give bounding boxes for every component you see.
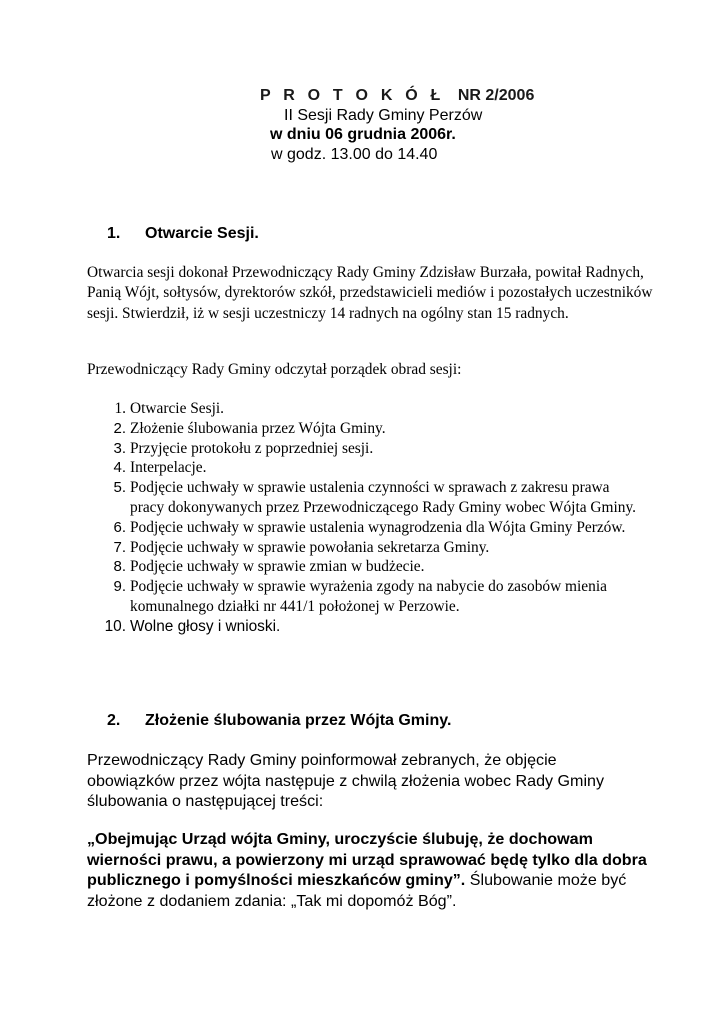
session-name: II Sesji Rady Gminy Perzów (284, 106, 483, 124)
protocol-title (260, 86, 534, 106)
document-header (260, 86, 534, 164)
agenda-item (87, 617, 647, 637)
agenda-item-number: 1. (114, 400, 126, 417)
agenda-item (87, 458, 647, 478)
agenda-item-text: Podjęcie uchwały w sprawie zmian w budżecie. (130, 558, 425, 576)
agenda-item (87, 439, 647, 459)
section-1-heading (107, 225, 259, 243)
section-2-heading (107, 712, 451, 730)
agenda-item (87, 419, 647, 439)
agenda-intro: Przewodniczący Rady Gminy odczytał porządek obrad sesji: (87, 361, 462, 378)
agenda-item (87, 518, 647, 538)
agenda-item (87, 538, 647, 558)
section-1-title: Otwarcie Sesji. (145, 225, 259, 242)
section-2-paragraph: Przewodniczący Rady Gminy poinformował zebranych, że objęcie obowiązków przez wójta następuje z chwilą złożenia wobec Rady Gminy ślubowania o następującej treści: (87, 751, 605, 811)
session-date: w dniu 06 grudnia 2006r. (270, 126, 456, 143)
agenda-item-number: 7. (113, 538, 126, 556)
section-2-title: Złożenie ślubowania przez Wójta Gminy. (145, 712, 452, 729)
agenda-item-number: 9. (113, 578, 126, 596)
agenda-item-number: 4. (113, 459, 126, 477)
oath-tail: Ślubowanie może być złożone z dodaniem zdania: „Tak mi dopomóż Bóg”. (87, 871, 627, 910)
agenda-item (87, 478, 647, 518)
agenda-item-number: 2. (113, 419, 126, 437)
section-1-paragraph: Otwarcia sesji dokonał Przewodniczący Rady Gminy Zdzisław Burzała, powitał Radnych, Panią Wójt, sołtysów, dyrektorów szkół, przedstawicieli mediów i pozostałych uczestników sesji. Stwierdził, iż w sesji uczestniczy 14 radnych na ogólny stan 15 radnych. (87, 264, 653, 322)
agenda-item-text: Przyjęcie protokołu z poprzedniej sesji. (130, 439, 374, 457)
agenda-item-text: Podjęcie uchwały w sprawie wyrażenia zgody na nabycie do zasobów mienia komunalnego działki nr 441/1 położonej w Perzowie. (130, 578, 607, 615)
agenda-item-text: Interpelacje. (130, 459, 207, 477)
agenda-item-text: Otwarcie Sesji. (130, 400, 225, 417)
agenda-item-text: Podjęcie uchwały w sprawie powołania sekretarza Gminy. (130, 538, 490, 556)
agenda-item (87, 399, 647, 419)
agenda-item (87, 557, 647, 577)
agenda-item-number: 6. (113, 518, 126, 536)
session-hours: w godz. 13.00 do 14.40 (271, 145, 438, 163)
section-1-number: 1. (107, 225, 121, 242)
oath-text: „Obejmując Urząd wójta Gminy, uroczyście ślubuję, że dochowam wierności prawu, a powierzony mi urząd sprawować będę tylko dla dobra publicznego i pomyślności mieszkańców gminy”. (87, 830, 647, 890)
oath-paragraph (87, 829, 647, 911)
agenda-item (87, 577, 647, 617)
protocol-number: NR 2/2006 (457, 87, 535, 104)
agenda-item-text: Złożenie ślubowania przez Wójta Gminy. (130, 419, 386, 437)
agenda-item-text: Podjęcie uchwały w sprawie ustalenia wynagrodzenia dla Wójta Gminy Perzów. (130, 518, 626, 536)
agenda-item-number: 3. (113, 439, 126, 457)
agenda-item-text: Wolne głosy i wnioski. (130, 617, 281, 635)
agenda-item-text: Podjęcie uchwały w sprawie ustalenia czynności w sprawach z zakresu prawa pracy dokonywanych przez Przewodniczącego Rady Gminy wobec Wójta Gminy. (130, 479, 637, 516)
agenda-item-number: 5. (113, 479, 126, 497)
section-2-number: 2. (107, 712, 121, 729)
protocol-word: P R O T O K Ó Ł (260, 87, 445, 104)
agenda-item-number: 8. (113, 558, 126, 576)
agenda-list (87, 399, 647, 637)
agenda-item-number: 10. (104, 617, 126, 635)
